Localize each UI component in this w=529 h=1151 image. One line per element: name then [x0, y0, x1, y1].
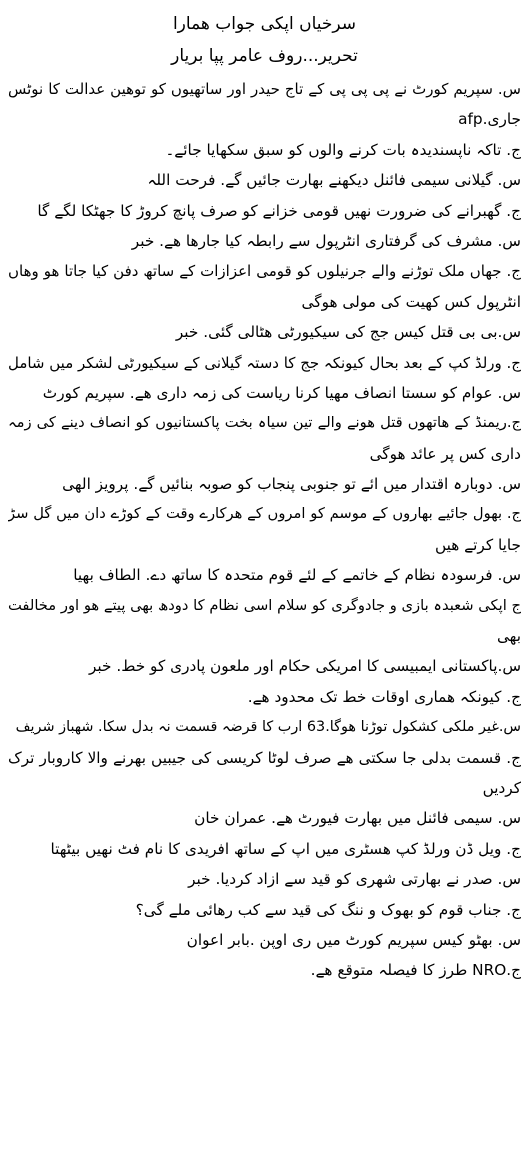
text-body	[8, 74, 521, 986]
text-line: س. صدر نے بھارتی شھری کو قید سے ازاد کردیا. خبر	[188, 870, 521, 889]
document-title: سرخیاں اپکی جواب ھمارا	[172, 14, 357, 34]
text-line: س. فرسودہ نظام کے خاتمے کے لئے قوم متحدہ کا ساتھ دے. الطاف بھیا	[73, 566, 521, 585]
text-line: انٹرپول کس کھیت کی مولی ھوگی	[301, 292, 521, 311]
text-line: داری کس پر عائد ھوگی	[369, 444, 521, 463]
text-line: ج. جناب قوم کو بھوک و ننگ کی قید سے کب رھائی ملے گی؟	[135, 900, 521, 919]
text-line: ج.NRO طرز کا فیصلہ متوقع ھے.	[310, 961, 521, 980]
text-line: س. سپریم کورٹ نے پی پی پی کے تاج حیدر اور ساتھیوں کو توھین عدالت کا نوٹس	[8, 80, 521, 98]
text-line: ج اپکی شعبدہ بازی و جادوگری کو سلام اسی نظام کا دودھ بھی پیتے ھو اور مخالفت	[8, 596, 521, 614]
text-line: کردیں	[482, 778, 521, 797]
text-line: جاری.afp	[458, 110, 521, 129]
text-line: ج. بھول جائیے بھاروں کے موسم کو امروں کے ھرکارے وقت کے کوڑے دان میں گل سڑ	[8, 505, 521, 523]
text-line: بھی	[496, 627, 521, 646]
text-line: س. عوام کو سستا انصاف مھیا کرنا ریاست کی زمہ داری ھے. سپریم کورٹ	[42, 383, 521, 402]
text-line: س.بی بی قتل کیس جج کی سیکیورٹی ھٹالی گئی. خبر	[175, 323, 521, 342]
text-line: ج. ویل ڈن ورلڈ کپ ھسٹری میں اپ کے ساتھ افریدی کا نام فٹ نھیں بیٹھتا	[50, 839, 521, 858]
text-line: س. سیمی فائنل میں بھارت فیورٹ ھے. عمران خان	[194, 809, 521, 828]
text-line: س. بھٹو کیس سپریم کورٹ میں ری اوپن .بابر اعوان	[186, 930, 521, 949]
text-line: ج. قسمت بدلی جا سکتی ھے صرف لوٹا کریسی کی جیبیں بھرنے والا کاروبار ترک	[8, 748, 521, 767]
document-byline: تحریر...روف عامر پپا بریار	[171, 46, 358, 66]
text-line: س. مشرف کی گرفتاری انٹرپول سے رابطہ کیا جارھا ھے. خبر	[131, 231, 521, 250]
text-line: ج. ورلڈ کپ کے بعد بحال کیونکہ جج کا دستہ گیلانی کے سیکیورٹی لشکر میں شامل	[8, 353, 521, 372]
text-line: ج. گھبرانے کی ضرورت نھیں قومی خزانے کو صرف پانچ کروڑ کا جھٹکا لگے گا	[37, 201, 521, 220]
text-line: جایا کرتے ھیں	[434, 535, 521, 554]
text-line: س. گیلانی سیمی فائنل دیکھنے بھارت جائیں گے. فرحت اللہ	[147, 171, 521, 190]
text-line: ج. کیونکہ ھماری اوقات خط تک محدود ھے.	[247, 687, 521, 706]
text-line: ج. تاکہ ناپسندیدہ بات کرنے والوں کو سبق سکھایا جائے۔	[165, 140, 521, 159]
text-line: س.غیر ملکی کشکول توڑنا ھوگا.63 ارب کا قرضہ قسمت نہ بدل سکا. شھباز شریف	[15, 719, 521, 736]
text-line: ج. جھاں ملک توڑنے والے جرنیلوں کو قومی اعزازات کے ساتھ دفن کیا جاتا ھو وھاں	[8, 262, 521, 281]
text-line: س.پاکستانی ایمبیسی کا امریکی حکام اور ملعون پادری کو خط. خبر	[88, 657, 521, 676]
text-line: ج.ریمنڈ کے ھاتھوں قتل ھونے والے تین سیاہ بخت پاکستانیوں کو انصاف دینے کی زمہ	[8, 414, 521, 432]
text-line: س. دوبارہ اقتدار میں ائے تو جنوبی پنجاب کو صوبہ بنائیں گے. پرویز الھی	[62, 475, 521, 494]
